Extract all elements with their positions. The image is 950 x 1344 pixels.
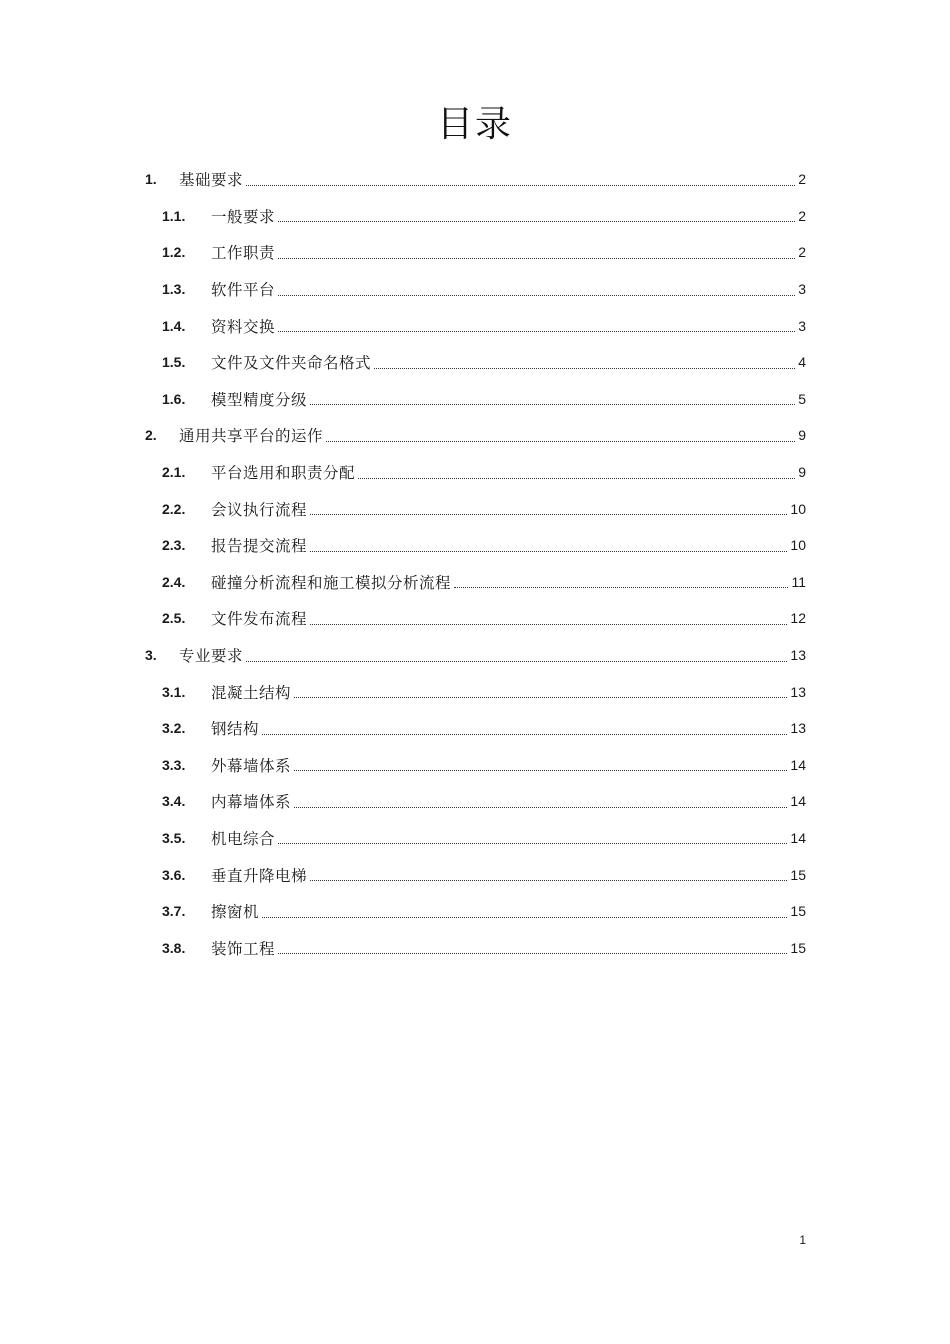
- toc-entry-page: 5: [798, 390, 806, 407]
- toc-entry-number: 2.1.: [162, 464, 186, 481]
- toc-subsection-entry[interactable]: [145, 856, 806, 893]
- toc-entry-title: 内幕墙体系: [211, 793, 292, 812]
- toc-dot-leader: [310, 866, 787, 881]
- toc-entry-title: 一般要求: [211, 207, 276, 226]
- toc-subsection-entry[interactable]: [145, 198, 806, 235]
- toc-entry-number: 3.5.: [162, 829, 186, 846]
- toc-entry-page: 15: [790, 866, 806, 883]
- toc-subsection-entry[interactable]: [145, 234, 806, 271]
- toc-dot-leader: [310, 390, 795, 405]
- toc-entry-page: 13: [790, 683, 806, 700]
- toc-entry-page: 3: [798, 281, 806, 298]
- toc-entry-title: 钢结构: [211, 720, 260, 739]
- toc-entry-number: 1.: [145, 171, 157, 188]
- toc-entry-page: 2: [798, 171, 806, 188]
- toc-section-entry[interactable]: [145, 637, 806, 674]
- toc-entry-number: 3.1.: [162, 683, 186, 700]
- toc-entry-number: 2.4.: [162, 573, 186, 590]
- toc-entry-number: 3.2.: [162, 720, 186, 737]
- toc-entry-number: 1.4.: [162, 317, 186, 334]
- toc-subsection-entry[interactable]: [145, 381, 806, 418]
- toc-entry-title: 基础要求: [179, 171, 244, 190]
- toc-subsection-entry[interactable]: [145, 710, 806, 747]
- page-number: 1: [799, 1233, 806, 1247]
- toc-subsection-entry[interactable]: [145, 307, 806, 344]
- toc-entry-number: 3.4.: [162, 793, 186, 810]
- toc-dot-leader: [278, 244, 795, 259]
- toc-dot-leader: [374, 354, 795, 369]
- toc-entry-page: 11: [791, 573, 806, 590]
- toc-subsection-entry[interactable]: [145, 747, 806, 784]
- toc-entry-page: 10: [790, 500, 806, 517]
- toc-entry-page: 13: [790, 720, 806, 737]
- toc-entry-page: 10: [790, 537, 806, 554]
- toc-dot-leader: [262, 903, 787, 918]
- toc-subsection-entry[interactable]: [145, 893, 806, 930]
- toc-entry-title: 资料交换: [211, 317, 276, 336]
- toc-dot-leader: [246, 171, 795, 186]
- toc-section-entry[interactable]: [145, 417, 806, 454]
- toc-entry-page: 14: [790, 793, 806, 810]
- toc-entry-number: 3.: [145, 647, 157, 664]
- toc-entry-number: 1.2.: [162, 244, 186, 261]
- toc-subsection-entry[interactable]: [145, 673, 806, 710]
- toc-entry-title: 擦窗机: [211, 903, 260, 922]
- toc-entry-number: 3.8.: [162, 939, 186, 956]
- toc-dot-leader: [310, 610, 787, 625]
- toc-dot-leader: [262, 720, 787, 735]
- toc-entry-page: 13: [790, 647, 806, 664]
- toc-entry-page: 9: [798, 427, 806, 444]
- toc-subsection-entry[interactable]: [145, 783, 806, 820]
- toc-entry-page: 4: [798, 354, 806, 371]
- toc-entry-number: 2.: [145, 427, 157, 444]
- toc-entry-page: 2: [798, 244, 806, 261]
- toc-dot-leader: [278, 207, 795, 222]
- toc-entry-page: 14: [790, 756, 806, 773]
- toc-subsection-entry[interactable]: [145, 820, 806, 857]
- toc-entry-number: 1.1.: [162, 207, 186, 224]
- toc-entry-title: 装饰工程: [211, 939, 276, 958]
- toc-entry-number: 3.3.: [162, 756, 186, 773]
- toc-dot-leader: [294, 793, 787, 808]
- toc-subsection-entry[interactable]: [145, 929, 806, 966]
- toc-dot-leader: [310, 537, 787, 552]
- toc-entry-page: 15: [790, 903, 806, 920]
- toc-entry-title: 会议执行流程: [211, 500, 308, 519]
- toc-dot-leader: [358, 464, 795, 479]
- toc-entry-page: 12: [790, 610, 806, 627]
- toc-dot-leader: [326, 427, 795, 442]
- toc-subsection-entry[interactable]: [145, 527, 806, 564]
- toc-entry-title: 混凝土结构: [211, 683, 292, 702]
- page-title: 目录: [436, 104, 513, 145]
- toc-entry-page: 14: [790, 829, 806, 846]
- toc-entry-number: 2.5.: [162, 610, 186, 627]
- toc-entry-title: 通用共享平台的运作: [179, 427, 324, 446]
- toc-entry-number: 3.7.: [162, 903, 186, 920]
- toc-entry-number: 2.2.: [162, 500, 186, 517]
- toc-dot-leader: [278, 829, 787, 844]
- toc-entry-page: 9: [798, 464, 806, 481]
- toc-entry-number: 2.3.: [162, 537, 186, 554]
- toc-entry-page: 2: [798, 207, 806, 224]
- toc-entry-number: 3.6.: [162, 866, 186, 883]
- toc-entry-title: 模型精度分级: [211, 390, 308, 409]
- toc-entry-number: 1.3.: [162, 281, 186, 298]
- toc-subsection-entry[interactable]: [145, 271, 806, 308]
- toc-entry-title: 文件及文件夹命名格式: [211, 354, 372, 373]
- toc-entry-number: 1.6.: [162, 390, 186, 407]
- toc-dot-leader: [294, 756, 787, 771]
- table-of-contents: [145, 161, 806, 966]
- toc-entry-title: 报告提交流程: [211, 537, 308, 556]
- toc-dot-leader: [278, 281, 795, 296]
- toc-entry-title: 碰撞分析流程和施工模拟分析流程: [211, 573, 452, 592]
- toc-section-entry[interactable]: [145, 161, 806, 198]
- toc-subsection-entry[interactable]: [145, 564, 806, 601]
- toc-entry-title: 垂直升降电梯: [211, 866, 308, 885]
- toc-dot-leader: [294, 683, 787, 698]
- toc-subsection-entry[interactable]: [145, 454, 806, 491]
- toc-entry-page: 3: [798, 317, 806, 334]
- toc-dot-leader: [454, 573, 788, 588]
- toc-entry-title: 外幕墙体系: [211, 756, 292, 775]
- toc-subsection-entry[interactable]: [145, 600, 806, 637]
- toc-entry-title: 机电综合: [211, 829, 276, 848]
- toc-entry-title: 工作职责: [211, 244, 276, 263]
- toc-dot-leader: [246, 647, 787, 662]
- toc-dot-leader: [278, 939, 787, 954]
- toc-entry-title: 平台选用和职责分配: [211, 464, 356, 483]
- toc-subsection-entry[interactable]: [145, 344, 806, 381]
- toc-entry-title: 专业要求: [179, 647, 244, 666]
- toc-entry-page: 15: [790, 939, 806, 956]
- toc-entry-title: 软件平台: [211, 281, 276, 300]
- toc-dot-leader: [310, 500, 787, 515]
- toc-entry-title: 文件发布流程: [211, 610, 308, 629]
- toc-subsection-entry[interactable]: [145, 490, 806, 527]
- toc-dot-leader: [278, 317, 795, 332]
- toc-entry-number: 1.5.: [162, 354, 186, 371]
